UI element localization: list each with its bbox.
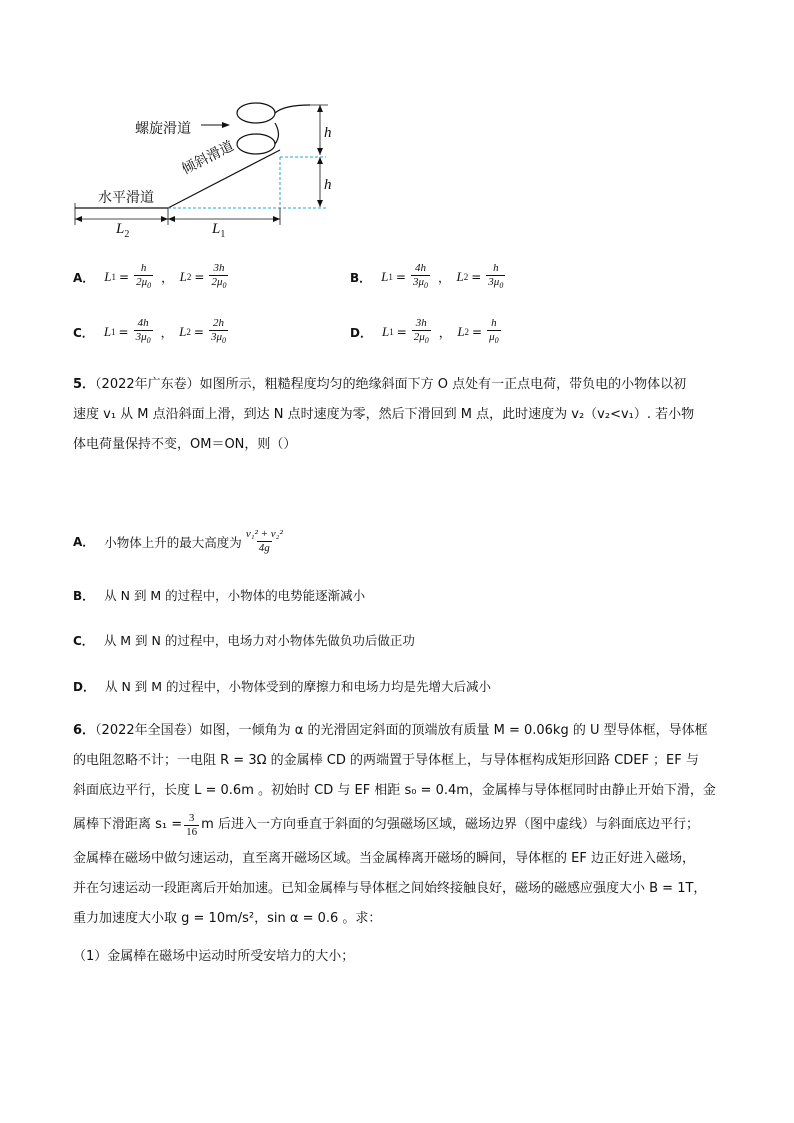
option-letter: A． bbox=[73, 535, 95, 549]
slide-figure bbox=[70, 95, 350, 245]
q6-number: 6． bbox=[73, 723, 96, 738]
height-label-top: h bbox=[324, 125, 332, 141]
q6-line-5: 金属棒在磁场中做匀速运动，直至离开磁场区域。当金属棒离开磁场的瞬间，导体框的 EF 边正好进入磁场， bbox=[73, 851, 695, 866]
question-5 bbox=[73, 370, 733, 460]
height-label-bottom: h bbox=[324, 177, 332, 193]
q5-line-3: 体电荷量保持不变，OM＝ON，则（） bbox=[73, 437, 297, 452]
spiral-loop-top bbox=[237, 103, 275, 123]
option-letter: B． bbox=[350, 270, 372, 285]
q5-option-a[interactable]: A． 小物体上升的最大高度为 $\frac{\text{v₁² + v₂²}}{4g}$ bbox=[73, 528, 283, 554]
option-letter: B． bbox=[73, 588, 95, 603]
q4-option-b[interactable]: B． L 1 = $\frac{4h}{3\mu_0}$ ， L 2 = $\frac{h}{3\mu_0}$ bbox=[350, 262, 504, 291]
q6-source: （2022年全国卷） bbox=[95, 723, 200, 738]
option-letter: D． bbox=[73, 679, 95, 694]
q4-option-a[interactable]: A． L 1 = $\frac{h}{2\mu_0}$ ， L 2 = $\frac{3h}{2\mu_0}$ bbox=[73, 262, 227, 291]
q6-line-2: 的电阻忽略不计；一电阻 R = 3Ω 的金属棒 CD 的两端置于导体框上，与导体框构成矩形回路 CDEF ；EF 与 bbox=[73, 753, 699, 768]
option-letter: A． bbox=[73, 270, 95, 285]
q5-option-c[interactable] bbox=[73, 631, 415, 649]
length-label-L2: $L_2$ bbox=[116, 221, 130, 240]
q6-line-7: 重力加速度大小取 g = 10m/s²，sin α = 0.6 。求： bbox=[73, 911, 382, 926]
q5-option-b[interactable] bbox=[73, 586, 365, 604]
q5-line-2: 速度 v₁ 从 M 点沿斜面上滑，到达 N 点时速度为零，然后下滑回到 M 点，此时速度为 v₂（v₂<v₁）. 若小物 bbox=[73, 407, 695, 422]
option-letter: D． bbox=[350, 325, 372, 340]
q4-option-c[interactable]: C． L 1 = $\frac{4h}{3\mu_0}$ ， L 2 = $\frac{2h}{3\mu_0}$ bbox=[73, 317, 226, 346]
q6-line-6: 并在匀速运动一段距离后开始加速。已知金属棒与导体框之间始终接触良好，磁场的磁感应强度大小 B = 1T， bbox=[73, 881, 707, 896]
q6-sub-question-1: （1）金属棒在磁场中运动时所受安培力的大小； bbox=[73, 949, 355, 964]
q5-option-d[interactable] bbox=[73, 677, 491, 695]
question-6 bbox=[73, 716, 733, 972]
option-letter: C． bbox=[73, 325, 94, 340]
q6-line-3: 斜面底边平行，长度 L = 0.6m 。初始时 CD 与 EF 相距 s₀ = 0.4m，金属棒与导体框同时由静止开始下滑，金 bbox=[73, 783, 716, 798]
length-label-L1: $L_1$ bbox=[212, 221, 226, 240]
q4-option-d[interactable]: D． L 1 = $\frac{3h}{2\mu_0}$ ， L 2 = $\frac{h}{\mu_0}$ bbox=[350, 317, 499, 346]
option-letter: C． bbox=[73, 633, 94, 648]
q5-line-1: 5．（2022年广东卷）如图所示，粗糙程度均匀的绝缘斜面下方 O 点处有一正点电荷，带负电的小物体以初 bbox=[73, 377, 687, 392]
spiral-label: 螺旋滑道 bbox=[135, 121, 191, 137]
q5-option-d-text: 从 N 到 M 的过程中，小物体受到的摩擦力和电场力均是先增大后减小 bbox=[104, 679, 491, 694]
incline-label: 倾斜滑道 bbox=[179, 138, 237, 178]
q5-option-c-text: 从 M 到 N 的过程中，电场力对小物体先做负功后做正功 bbox=[103, 633, 415, 648]
q5-number: 5． bbox=[73, 377, 96, 392]
q6-line-4: 属棒下滑距离 s₁ = $\frac{3}{16}$ m 后进入一方向垂直于斜面的匀强磁场区域，磁场边界（图中虚线）与斜面底边平行； bbox=[73, 811, 699, 838]
horizontal-label: 水平滑道 bbox=[98, 190, 154, 206]
q5-option-a-text: 小物体上升的最大高度为 bbox=[104, 534, 242, 550]
q5-option-b-text: 从 N 到 M 的过程中，小物体的电势能逐渐减小 bbox=[104, 588, 366, 603]
slide-diagram bbox=[70, 95, 350, 245]
spiral-loop-bottom bbox=[237, 134, 275, 154]
q6-line-1: 6．（2022年全国卷）如图，一倾角为 α 的光滑固定斜面的顶端放有质量 M = 0.06kg 的 U 型导体框，导体框 bbox=[73, 723, 708, 738]
q5-source: （2022年广东卷） bbox=[95, 377, 200, 392]
